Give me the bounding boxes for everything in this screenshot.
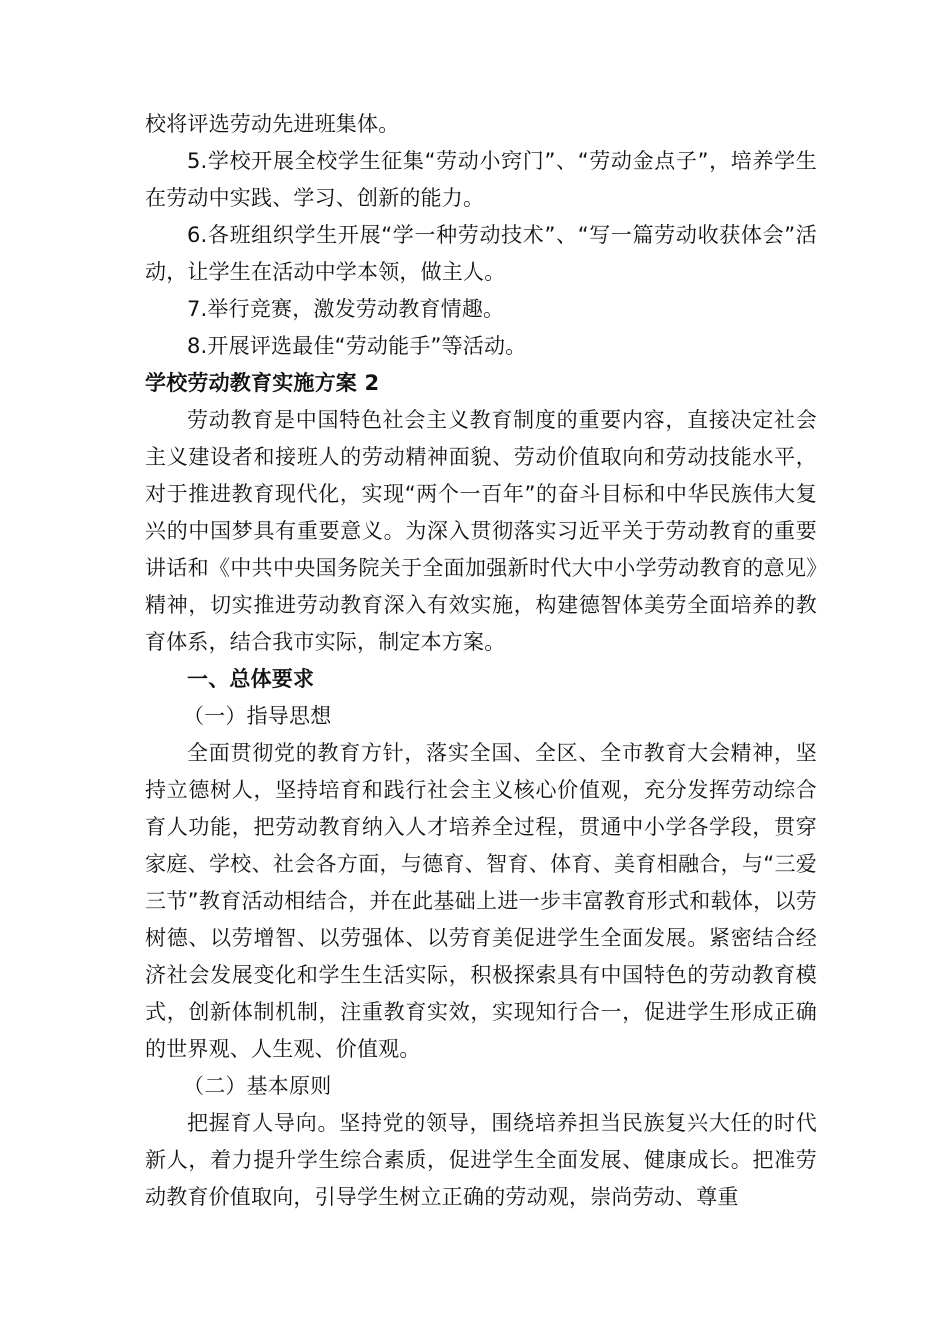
document-title: 学校劳动教育实施方案 2 [145,371,380,395]
document-body [145,106,817,1216]
guiding-ideology-paragraph: 全面贯彻党的教育方针，落实全国、全区、全市教育大会精神，坚持立德树人，坚持培育和践行社会主义核心价值观，充分发挥劳动综合育人功能，把劳动教育纳入人才培养全过程，贯通中小学各学段，贯穿家庭、学校、社会各方面，与德育、智育、体育、美育相融合，与“三爱三节”教育活动相结合，并在此基础上进一步丰富教育形式和载体，以劳树德、以劳增智、以劳强体、以劳育美促进学生全面发展。紧密结合经济社会发展变化和学生生活实际，积极探索具有中国特色的劳动教育模式，创新体制机制，注重教育实效，实现知行合一，促进学生形成正确的世界观、人生观、价值观。 [145,741,817,1061]
list-item-8: 8.开展评选最佳“劳动能手”等活动。 [187,334,527,358]
intro-paragraph: 劳动教育是中国特色社会主义教育制度的重要内容，直接决定社会主义建设者和接班人的劳动精神面貌、劳动价值取向和劳动技能水平，对于推进教育现代化，实现“两个一百年”的奋斗目标和中华民族伟大复兴的中国梦具有重要意义。为深入贯彻落实习近平关于劳动教育的重要讲话和《中共中央国务院关于全面加强新时代大中小学劳动教育的意见》精神，切实推进劳动教育深入有效实施，构建德智体美劳全面培养的教育体系，结合我市实际，制定本方案。 [145,408,817,654]
list-item-5: 5.学校开展全校学生征集“劳动小窍门”、“劳动金点子”，培养学生在劳动中实践、学习、创新的能力。 [145,149,817,210]
list-item-7: 7.举行竞赛，激发劳动教育情趣。 [187,297,505,321]
basic-principles-paragraph: 把握育人导向。坚持党的领导，围绕培养担当民族复兴大任的时代新人，着力提升学生综合素质，促进学生全面发展、健康成长。把准劳动教育价值取向，引导学生树立正确的劳动观，崇尚劳动、尊重 [145,1111,817,1209]
section-heading-general-requirements: 一、总体要求 [187,667,315,691]
paragraph-continuation: 校将评选劳动先进班集体。 [145,112,400,136]
subheading-basic-principles: （二）基本原则 [183,1074,332,1098]
subheading-guiding-ideology: （一）指导思想 [183,704,332,728]
list-item-6: 6.各班组织学生开展“学一种劳动技术”、“写一篇劳动收获体会”活动，让学生在活动中学本领，做主人。 [145,223,817,284]
